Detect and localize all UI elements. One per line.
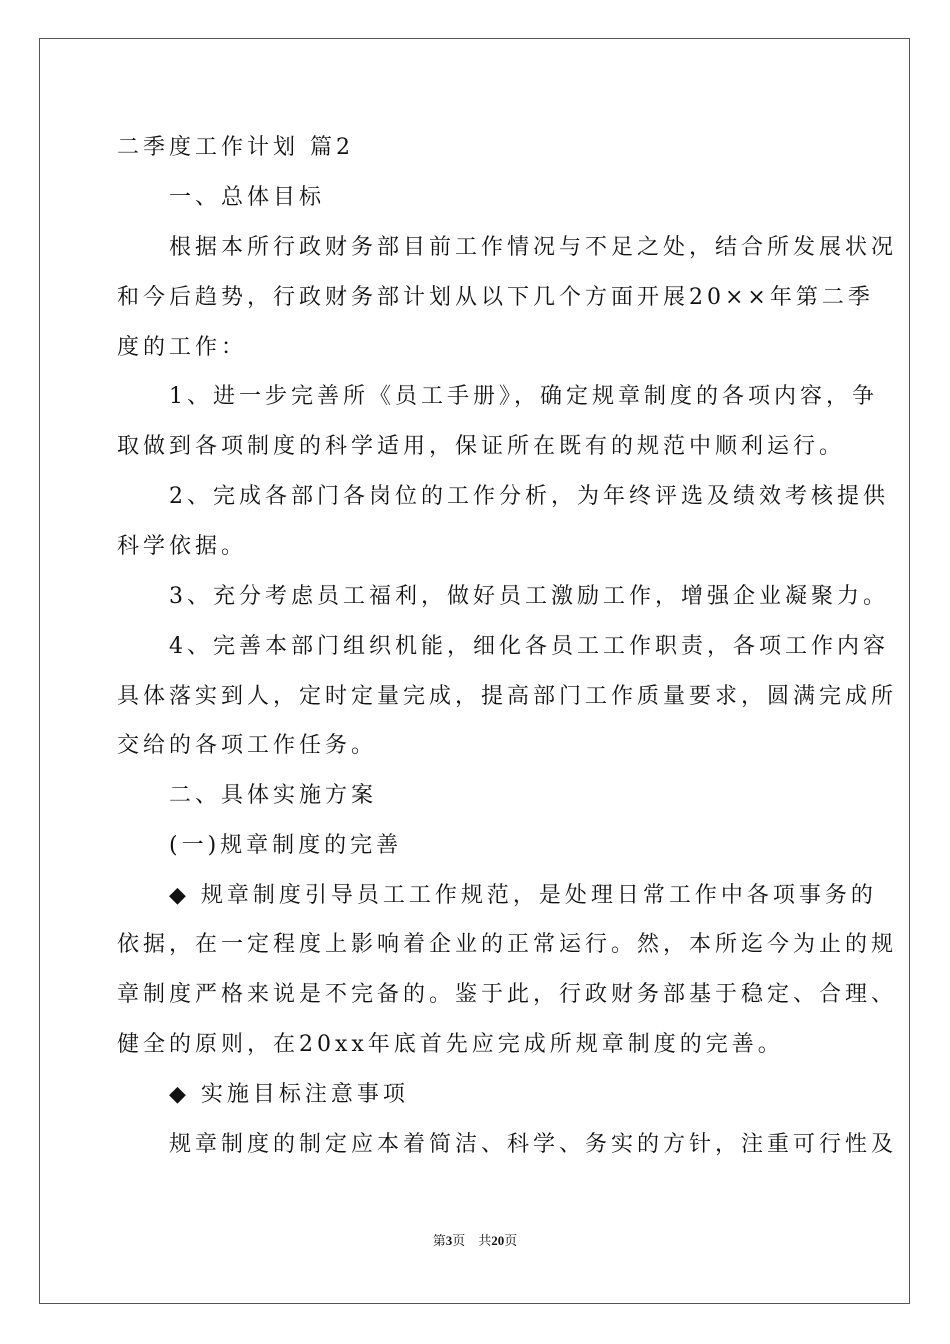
- paragraph-line: 取做到各项制度的科学适用，保证所在既有的规范中顺利运行。: [117, 434, 846, 459]
- paragraph-line: 科学依据。: [117, 534, 248, 559]
- page-footer: [0, 1232, 950, 1251]
- subsection-heading: (一)规章制度的完善: [117, 833, 403, 858]
- paragraph-line: 依据，在一定程度上影响着企业的正常运行。然，本所迄今为止的规: [117, 932, 898, 957]
- paragraph-line: 根据本所行政财务部目前工作情况与不足之处，结合所发展状况: [117, 235, 898, 260]
- paragraph-line: 2、完成各部门各岗位的工作分析，为年终评选及绩效考核提供: [117, 484, 889, 509]
- paragraph-line: 4、完善本部门组织机能，细化各员工工作职责，各项工作内容: [117, 634, 889, 659]
- paragraph-line: 具体落实到人，定时定量完成，提高部门工作质量要求，圆满完成所: [117, 684, 898, 709]
- paragraph-line: 1、进一步完善所《员工手册》，确定规章制度的各项内容，争: [117, 384, 878, 409]
- footer-page-suffix: 页: [504, 1234, 518, 1249]
- footer-page-mid: 页 共: [452, 1234, 492, 1249]
- paragraph-line: 章制度严格来说是不完备的。鉴于此，行政财务部基于稳定、合理、: [117, 982, 898, 1007]
- footer-total-pages: 20: [491, 1233, 505, 1248]
- paragraph-line: ◆ 规章制度引导员工工作规范，是处理日常工作中各项事务的: [117, 883, 877, 908]
- paragraph-line: 交给的各项工作任务。: [117, 733, 378, 758]
- section-heading: 一、总体目标: [117, 185, 326, 210]
- section-heading: 二、具体实施方案: [117, 783, 378, 808]
- paragraph-line: 和今后趋势，行政财务部计划从以下几个方面开展20××年第二季: [117, 285, 874, 310]
- page-border: [39, 38, 910, 1304]
- paragraph-line: 度的工作：: [117, 335, 248, 360]
- footer-page-prefix: 第: [432, 1234, 446, 1249]
- document-title: 二季度工作计划 篇2: [117, 135, 354, 160]
- paragraph-line: 健全的原则，在20xx年底首先应完成所规章制度的完善。: [117, 1032, 784, 1057]
- paragraph-line: 3、充分考虑员工福利，做好员工激励工作，增强企业凝聚力。: [117, 584, 889, 609]
- footer-page-number: 3: [445, 1233, 453, 1248]
- paragraph-line: 规章制度的制定应本着简洁、科学、务实的方针，注重可行性及: [117, 1132, 898, 1157]
- subsection-heading: ◆ 实施目标注意事项: [117, 1082, 409, 1107]
